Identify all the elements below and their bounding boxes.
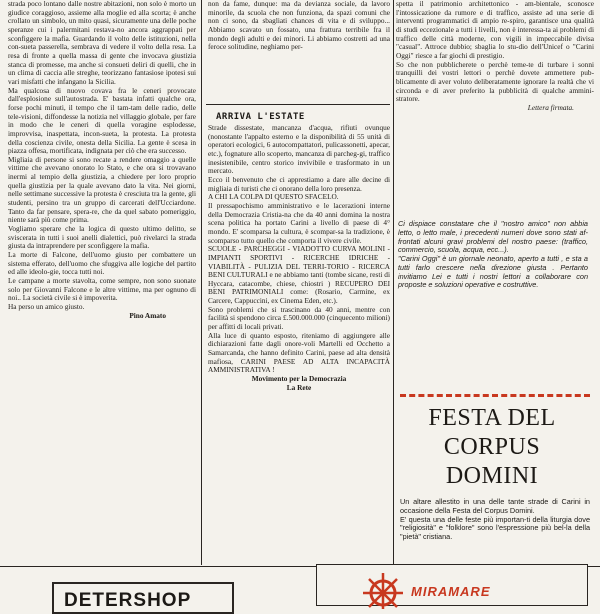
col2-paragraph-5: SCUOLE - PARCHEGGI - VIADOTTO CURVA MOLINI - IMPIANTI SPORTIVI - RICERCHE IDRICHE - VIABILITÀ - PULIZIA DEL TERRI-TORIO - RICERCA BENI CULTURALI e ne abbiamo tanti (tombe sicane, resti di Hyccara, catacombe, chiese, chiostri ) RECUPERO DEI BENI PATRIMONIALI come: (Rosario, Carmine, ex Carcere, Cappuccini, ex Cinema Eden, etc.).	[208, 244, 390, 306]
festa-title-line-3: DOMINI	[445, 463, 539, 489]
col2-signature-2: La Rete	[286, 382, 312, 392]
article-column-1	[8, 0, 196, 320]
col1-paragraph-1: strada poco lontano dalle nostre abitazioni, non solo è morto un giudice coraggioso, assieme alla moglie ed alla scorta; è anche crollato un simbolo, un mito quasi, sicuramente una delle poche speranze cui i palermitani restava-no ancora aggrappati per sconfiggere la mafia. Guardando il volto delle istituzioni, nella con-sueta passerella, sembrava di vedere il volto della resa. La resa di fronte a quella massa di gente che invocava giustizia stanca di promesse, ma anche si consueti deliri di quelli, che in un clima di caccia alle streghe, teorizzano fantasiose ipotesi sui vari misfatti che infangano la Sicilia.	[8, 0, 196, 86]
col1-signature: Pino Amato	[129, 310, 166, 320]
col2-signature-1: Movimento per la Democrazia	[251, 374, 347, 384]
col1-paragraph-4: Vogliamo sperare che la logica di questo ultimo delitto, se sviscerata in tutti i suoi anelli dialettici, può rivelarci la strada giusta da intraprendere per sconfiggere la mafia.	[8, 224, 196, 251]
col2-paragraph-2: Ecco il benvenuto che ci apprestiamo a dare alle decine di migliaia di turisti che ci onorano della loro presenza.	[208, 174, 390, 193]
reply-paragraph-1: Ci dispiace constatare che il "nostro amico" non abbia letto, o letto male, i precedenti numeri dove sono stati af-frontati alcuni gravi problemi del nostro paese: (traffico, commercio, scuola, acqua, ecc...).	[398, 219, 588, 255]
col1-paragraph-6: Le campane a morte stavolta, come sempre, non sono suonate solo per Giovanni Falcone e le altre vittime, ma per ognuno di noi.. La società civile si è impoverita.	[8, 276, 196, 303]
article-column-2-intro	[208, 0, 390, 52]
col1-paragraph-5: La morte di Falcone, dell'uomo giusto per combattere un sistema efferato, dell'uomo che sfuggiva alle logiche del partito ed alle ideolo-gie, tocca tutti noi.	[8, 250, 196, 277]
festa-title-line-1: FESTA DEL	[428, 405, 556, 431]
col3-signature: Lettera firmata.	[527, 102, 574, 112]
col3-paragraph-1: spetta il patrimonio architettonico - am-bientale, sconosce l'intossicazione da rumore e di traffico, assiste ad una serie di interventi programmatici di ampio re-spiro, garantisce una qualità di studi eccezionale a tutti i livelli, non è interessa-ta ai problemi di traffico delle città moderne, con vigili in impeccabile divisa "casual". Attroce dubbio; sbaglia lo stu-dio dell'Unicef o "Carini Oggi" riesce a far giochi di prestigio.	[396, 0, 594, 60]
col2-paragraph-3: A CHI LA COLPA DI QUESTO SFACELO.	[208, 192, 339, 202]
col2-paragraph-1: Strade dissestate, mancanza d'acqua, rifiuti ovunque (nonostante l'appalto esterno e la disponibilità di 55 unità di operatori ecologici, 6 autocompattatori, pulicassonetti, apecar, etc.), fognature allo scoperto, mancanza di parcheg-gi, traffico inesistenibile, centro storico invivibile e trasformato in un mercato.	[208, 123, 390, 176]
col2-paragraph-4: Il pressapochismo amministrativo e le lacerazioni interne della Democrazia Cristia-na che da 40 anni domina la nostra scena politica ha portato Carini a livello di paese di 4° mondo. E' scomparsa la cultura, è scompar-sa la tradizione, è scomparso tutto quello che comporta il vivere civile.	[208, 200, 390, 245]
festa-paragraph-1: Un altare allestito in una delle tante strade di Carini in occasione della Festa del Corpus Domini.	[400, 497, 590, 515]
detershop-name: DETERSHOP	[64, 590, 192, 611]
col1-paragraph-2: Ma qualcosa di nuovo covava fra le ceneri provocate dall'esplosione sull'autostrada. E' bastata infatti qualche ora, forse pochi minuti, il tempo che il tam-tam delle radio, delle tele-visioni, diffondesse la notizia nel villaggio globale, per fare in modo che le ceneri di quella voragine esplodesse, improvvisa, inaspettata, incon-sueta, la protesta. La protesta della coscienza civile, onesta della Sicilia. La gente è scesa in piazza offesa, mortificata, indignata per ciò che era successo.	[8, 85, 196, 156]
ship-wheel-icon	[357, 569, 409, 609]
editorial-reply	[398, 220, 588, 290]
col2-intro: non da fame, dunque: ma da devianza sociale, da lavoro minorile, da scuola che non funziona, da spazi comuni che non ci sono, da sbagliati chances di vita e di sviluppo... Abbiamo scavato un fossato, una frattura terribile fra il mondo degli adulti e dei minori. Li abbiamo costretti ad una feroce solitudine, neghiamo per-	[208, 0, 390, 52]
festa-paragraph-2: E' questa una delle feste più importan-ti della liturgia dove "religiosità" e "folklore" sono l'espressione più bel-la della "pietà" cristiana.	[400, 514, 590, 541]
miramare-name: MIRAMARE	[411, 584, 491, 599]
col2-paragraph-6: Sono problemi che si trascinano da 40 anni, mentre con facilità si spendono circa £.500.000.000 (cinquecento milioni) per affitti di locali privati.	[208, 304, 390, 332]
col1-paragraph-3: Migliaia di persone si sono recate a rendere omaggio a quelle vittime che avevano onorato lo Stato, e che ora si trovavano inermi al tempio della giustizia, a chiedere per loro proprio quella giustizia per la quale avevano dato la vita. Nei giorni, nelle settimane successive la protesta è cresciuta tra la gente, gli studenti, persino tra un gruppo di carcerati dell'Ucciardone. Tanto da far pensare, spera-re, che da quel sabato pomeriggio, niente sarà più come prima.	[8, 154, 196, 225]
detershop-ad	[52, 582, 234, 614]
section-divider	[206, 104, 390, 105]
festa-title-line-2: CORPUS	[443, 434, 541, 460]
reply-paragraph-2: "Carini Oggi" è un giornale neonato, aperto a tutti , e sta a tutti farlo crescere nella direzione giusta . Pertanto invitiamo Lei e tutti i nostri lettori a collaborare con proposte e soluzioni operative e costruttive.	[398, 254, 588, 290]
festa-title	[398, 404, 586, 491]
article-column-3	[396, 0, 594, 113]
festa-caption	[400, 498, 590, 542]
col2-paragraph-7: Alla luce di quanto esposto, riteniamo di aggiungere alle dichiarazioni fatte dagli onore-voli Martelli ed Occhetto a Samarcanda, che hanno definito Carini, paese ad alta densità mafiosa, CARINI PAESE AD ALTA INCAPACITÀ AMMINISTRATIVA !	[208, 330, 390, 375]
column-divider-1	[201, 0, 202, 565]
col1-paragraph-7: Ha perso un amico giusto.	[8, 301, 85, 311]
column-divider-2	[393, 0, 394, 565]
col3-paragraph-2: So che non pubblicherete o perchè teme-te di turbare i sonni tranquilli dei vostri lettori o perchè dovete ammettere pub-blicamente di aver voluto deliberatamente ignorare la realtà che vi circonda e di aver preferito la pubblicità di qualche ammini-stratore.	[396, 59, 594, 104]
dashed-divider	[400, 394, 590, 397]
article-column-2	[208, 124, 390, 392]
section-title: ARRIVA L'ESTATE	[216, 112, 305, 122]
